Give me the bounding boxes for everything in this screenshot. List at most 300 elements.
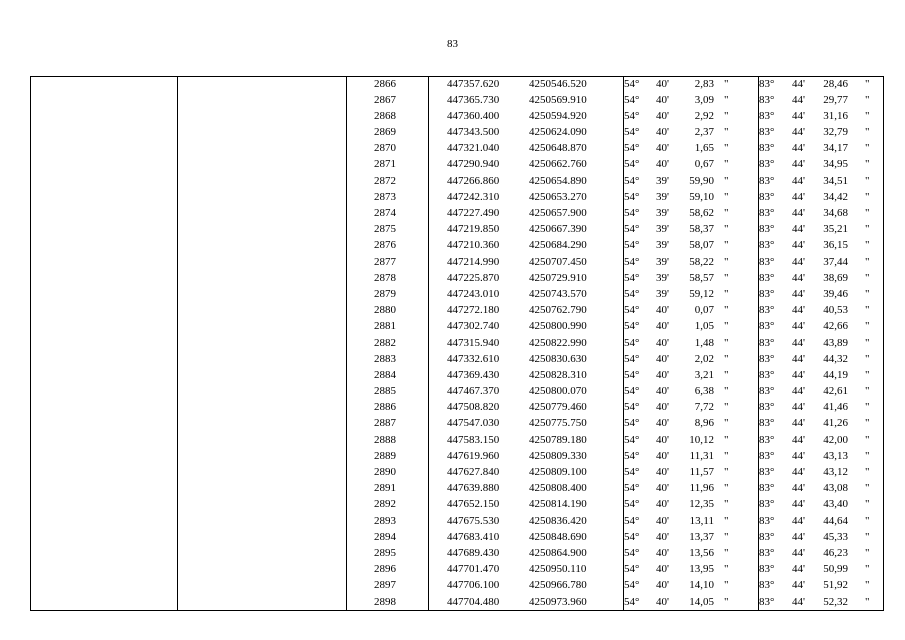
point-number-cell	[347, 465, 429, 481]
point-number-cell	[347, 384, 429, 400]
longitude-degrees: 83°	[759, 255, 775, 268]
empty-cell	[178, 546, 347, 562]
longitude-minutes: 44'	[792, 595, 805, 608]
longitude-cell	[759, 287, 884, 303]
longitude-seconds-mark: "	[865, 207, 870, 219]
latitude-minutes: 40'	[656, 579, 669, 592]
x-coordinate: 447583.150	[447, 433, 500, 446]
y-coordinate-cell	[520, 368, 624, 384]
point-number: 2868	[374, 109, 396, 122]
latitude-seconds: 12,35	[689, 498, 714, 511]
latitude-degrees: 54°	[624, 142, 640, 155]
x-coordinate: 447343.500	[447, 126, 500, 139]
x-coordinate: 447369.430	[447, 368, 500, 381]
longitude-seconds: 37,44	[823, 255, 848, 268]
longitude-cell	[759, 109, 884, 125]
longitude-minutes: 44'	[792, 190, 805, 203]
longitude-minutes: 44'	[792, 352, 805, 365]
y-coordinate-cell	[520, 514, 624, 530]
latitude-seconds: 58,22	[689, 255, 714, 268]
longitude-degrees: 83°	[759, 190, 775, 203]
longitude-seconds-mark: "	[865, 126, 870, 139]
latitude-degrees: 54°	[624, 109, 640, 122]
x-coordinate: 447243.010	[447, 287, 500, 300]
longitude-seconds-mark: "	[865, 530, 870, 543]
point-number: 2893	[374, 514, 396, 527]
longitude-seconds: 43,08	[823, 482, 848, 495]
empty-cell	[178, 77, 347, 93]
y-coordinate-cell	[520, 465, 624, 481]
table-row	[31, 238, 884, 254]
longitude-seconds: 46,23	[823, 546, 848, 559]
longitude-minutes: 44'	[792, 304, 805, 317]
point-number: 2871	[374, 158, 396, 171]
latitude-cell	[624, 157, 759, 173]
y-coordinate-cell	[520, 77, 624, 93]
latitude-seconds: 13,95	[689, 563, 714, 576]
latitude-seconds-mark: "	[724, 239, 729, 252]
x-coordinate-cell	[429, 465, 521, 481]
y-coordinate-cell	[520, 546, 624, 562]
longitude-minutes: 44'	[792, 514, 805, 527]
latitude-seconds: 3,21	[694, 368, 714, 381]
latitude-degrees: 54°	[624, 223, 640, 236]
longitude-degrees: 83°	[759, 352, 775, 365]
latitude-seconds-mark: "	[724, 595, 729, 608]
longitude-seconds: 44,19	[823, 368, 848, 381]
longitude-seconds: 41,46	[823, 401, 848, 414]
empty-cell	[31, 77, 178, 93]
latitude-cell	[624, 77, 759, 93]
empty-cell	[31, 157, 178, 173]
x-coordinate: 447242.310	[447, 190, 500, 203]
longitude-cell	[759, 481, 884, 497]
longitude-seconds-mark: "	[865, 433, 870, 446]
y-coordinate: 4250809.100	[529, 466, 587, 478]
longitude-seconds: 31,16	[823, 109, 848, 122]
empty-cell	[178, 433, 347, 449]
longitude-degrees: 83°	[759, 449, 775, 462]
longitude-cell	[759, 238, 884, 254]
x-coordinate-cell	[429, 319, 521, 335]
table-row	[31, 109, 884, 125]
point-number: 2888	[374, 433, 396, 446]
latitude-cell	[624, 222, 759, 238]
empty-cell	[178, 595, 347, 611]
x-coordinate: 447639.880	[447, 482, 500, 495]
y-coordinate-cell	[520, 190, 624, 206]
x-coordinate: 447683.410	[447, 530, 500, 543]
longitude-seconds-mark: "	[865, 287, 870, 300]
longitude-seconds-mark: "	[865, 385, 870, 398]
latitude-seconds-mark: "	[724, 546, 729, 559]
longitude-cell	[759, 271, 884, 287]
longitude-seconds: 32,79	[823, 126, 848, 139]
empty-cell	[31, 319, 178, 335]
latitude-seconds: 14,10	[689, 579, 714, 592]
latitude-degrees: 54°	[624, 126, 640, 139]
table-row	[31, 271, 884, 287]
latitude-degrees: 54°	[624, 514, 640, 527]
latitude-cell	[624, 578, 759, 594]
y-coordinate: 4250648.870	[529, 142, 587, 155]
longitude-minutes: 44'	[792, 498, 805, 511]
point-number-cell	[347, 319, 429, 335]
x-coordinate: 447357.620	[447, 78, 500, 90]
y-coordinate-cell	[520, 449, 624, 465]
latitude-seconds-mark: "	[724, 563, 729, 576]
longitude-minutes: 44'	[792, 482, 805, 495]
latitude-seconds-mark: "	[724, 320, 729, 333]
longitude-degrees: 83°	[759, 174, 775, 187]
table-row	[31, 530, 884, 546]
table-row	[31, 400, 884, 416]
table-row	[31, 77, 884, 93]
latitude-seconds: 10,12	[689, 433, 714, 446]
point-number-cell	[347, 578, 429, 594]
empty-cell	[178, 157, 347, 173]
longitude-minutes: 44'	[792, 174, 805, 187]
empty-cell	[31, 530, 178, 546]
latitude-seconds: 0,67	[694, 158, 714, 171]
longitude-cell	[759, 384, 884, 400]
longitude-seconds: 42,66	[823, 320, 848, 333]
y-coordinate: 4250830.630	[529, 352, 587, 365]
latitude-degrees: 54°	[624, 158, 640, 171]
longitude-seconds-mark: "	[865, 595, 870, 608]
empty-cell	[31, 93, 178, 109]
empty-cell	[31, 433, 178, 449]
empty-cell	[31, 352, 178, 368]
longitude-seconds-mark: "	[865, 546, 870, 559]
longitude-seconds: 28,46	[823, 78, 848, 90]
point-number: 2882	[374, 336, 396, 349]
empty-cell	[178, 190, 347, 206]
latitude-degrees: 54°	[624, 417, 640, 430]
latitude-minutes: 40'	[656, 546, 669, 559]
longitude-degrees: 83°	[759, 579, 775, 592]
longitude-minutes: 44'	[792, 320, 805, 333]
point-number-cell	[347, 352, 429, 368]
latitude-cell	[624, 303, 759, 319]
longitude-seconds-mark: "	[865, 78, 870, 90]
longitude-degrees: 83°	[759, 385, 775, 398]
point-number: 2878	[374, 271, 396, 284]
empty-cell	[31, 384, 178, 400]
y-coordinate-cell	[520, 497, 624, 513]
empty-cell	[178, 368, 347, 384]
empty-cell	[31, 190, 178, 206]
y-coordinate: 4250743.570	[529, 287, 587, 300]
longitude-seconds: 50,99	[823, 563, 848, 576]
table-row	[31, 497, 884, 513]
point-number: 2879	[374, 287, 396, 300]
latitude-cell	[624, 400, 759, 416]
y-coordinate-cell	[520, 595, 624, 611]
longitude-seconds-mark: "	[865, 579, 870, 592]
point-number: 2884	[374, 368, 396, 381]
y-coordinate: 4250800.990	[529, 320, 587, 333]
longitude-seconds-mark: "	[865, 255, 870, 268]
y-coordinate-cell	[520, 222, 624, 238]
longitude-cell	[759, 595, 884, 611]
latitude-seconds: 1,05	[694, 320, 714, 333]
x-coordinate-cell	[429, 303, 521, 319]
latitude-cell	[624, 287, 759, 303]
latitude-degrees: 54°	[624, 239, 640, 252]
latitude-seconds-mark: "	[724, 287, 729, 300]
x-coordinate: 447365.730	[447, 93, 500, 106]
longitude-seconds-mark: "	[865, 498, 870, 511]
latitude-minutes: 40'	[656, 595, 669, 608]
point-number-cell	[347, 125, 429, 141]
table-row	[31, 416, 884, 432]
latitude-degrees: 54°	[624, 466, 640, 478]
empty-cell	[31, 416, 178, 432]
longitude-seconds-mark: "	[865, 514, 870, 527]
empty-cell	[178, 400, 347, 416]
x-coordinate-cell	[429, 530, 521, 546]
latitude-degrees: 54°	[624, 563, 640, 576]
empty-cell	[31, 206, 178, 222]
empty-cell	[178, 287, 347, 303]
y-coordinate-cell	[520, 141, 624, 157]
y-coordinate-cell	[520, 271, 624, 287]
x-coordinate: 447675.530	[447, 514, 500, 527]
longitude-seconds: 43,12	[823, 466, 848, 478]
latitude-minutes: 39'	[656, 239, 669, 252]
latitude-cell	[624, 271, 759, 287]
x-coordinate-cell	[429, 562, 521, 578]
longitude-seconds-mark: "	[865, 352, 870, 365]
latitude-cell	[624, 546, 759, 562]
longitude-seconds-mark: "	[865, 482, 870, 495]
latitude-minutes: 40'	[656, 126, 669, 139]
y-coordinate: 4250836.420	[529, 514, 587, 527]
longitude-cell	[759, 465, 884, 481]
table-row	[31, 384, 884, 400]
x-coordinate-cell	[429, 77, 521, 93]
latitude-seconds-mark: "	[724, 93, 729, 106]
longitude-cell	[759, 562, 884, 578]
longitude-seconds: 43,13	[823, 449, 848, 462]
longitude-degrees: 83°	[759, 530, 775, 543]
x-coordinate-cell	[429, 336, 521, 352]
point-number-cell	[347, 238, 429, 254]
empty-cell	[178, 497, 347, 513]
point-number-cell	[347, 141, 429, 157]
x-coordinate: 447652.150	[447, 498, 500, 511]
latitude-seconds: 3,09	[694, 93, 714, 106]
point-number: 2889	[374, 449, 396, 462]
point-number: 2896	[374, 563, 396, 576]
empty-cell	[31, 336, 178, 352]
longitude-minutes: 44'	[792, 126, 805, 139]
table-row	[31, 433, 884, 449]
point-number: 2875	[374, 223, 396, 236]
latitude-cell	[624, 497, 759, 513]
empty-cell	[178, 303, 347, 319]
y-coordinate: 4250775.750	[529, 417, 587, 430]
point-number: 2869	[374, 126, 396, 139]
longitude-seconds: 34,42	[823, 190, 848, 203]
empty-cell	[31, 125, 178, 141]
y-coordinate-cell	[520, 433, 624, 449]
longitude-degrees: 83°	[759, 466, 775, 478]
table-row	[31, 319, 884, 335]
x-coordinate-cell	[429, 546, 521, 562]
longitude-minutes: 44'	[792, 530, 805, 543]
longitude-degrees: 83°	[759, 287, 775, 300]
x-coordinate-cell	[429, 271, 521, 287]
x-coordinate-cell	[429, 141, 521, 157]
longitude-cell	[759, 449, 884, 465]
y-coordinate: 4250684.290	[529, 239, 587, 252]
empty-cell	[178, 352, 347, 368]
latitude-minutes: 40'	[656, 142, 669, 155]
empty-cell	[31, 287, 178, 303]
latitude-seconds: 6,38	[694, 385, 714, 398]
empty-cell	[178, 93, 347, 109]
point-number-cell	[347, 416, 429, 432]
empty-cell	[31, 481, 178, 497]
latitude-degrees: 54°	[624, 385, 640, 398]
y-coordinate-cell	[520, 384, 624, 400]
point-number: 2895	[374, 546, 396, 559]
x-coordinate: 447214.990	[447, 255, 500, 268]
table-row	[31, 514, 884, 530]
latitude-cell	[624, 368, 759, 384]
y-coordinate-cell	[520, 238, 624, 254]
empty-cell	[31, 255, 178, 271]
longitude-cell	[759, 157, 884, 173]
longitude-seconds-mark: "	[865, 417, 870, 430]
table-row	[31, 303, 884, 319]
latitude-seconds: 13,11	[689, 514, 714, 527]
empty-cell	[31, 238, 178, 254]
empty-cell	[31, 368, 178, 384]
longitude-minutes: 44'	[792, 546, 805, 559]
longitude-degrees: 83°	[759, 126, 775, 139]
x-coordinate-cell	[429, 514, 521, 530]
point-number-cell	[347, 93, 429, 109]
empty-cell	[31, 497, 178, 513]
x-coordinate-cell	[429, 400, 521, 416]
empty-cell	[31, 546, 178, 562]
empty-cell	[31, 141, 178, 157]
longitude-cell	[759, 530, 884, 546]
latitude-seconds: 8,96	[694, 417, 714, 430]
longitude-cell	[759, 255, 884, 271]
latitude-cell	[624, 319, 759, 335]
latitude-cell	[624, 174, 759, 190]
longitude-seconds: 44,32	[823, 352, 848, 365]
point-number: 2873	[374, 190, 396, 203]
longitude-seconds: 34,51	[823, 174, 848, 187]
longitude-seconds-mark: "	[865, 142, 870, 155]
point-number-cell	[347, 77, 429, 93]
y-coordinate-cell	[520, 416, 624, 432]
y-coordinate: 4250707.450	[529, 255, 587, 268]
empty-cell	[178, 174, 347, 190]
longitude-seconds: 43,89	[823, 336, 848, 349]
latitude-minutes: 40'	[656, 498, 669, 511]
coordinates-table	[30, 76, 884, 611]
latitude-degrees: 54°	[624, 433, 640, 446]
longitude-seconds: 51,92	[823, 579, 848, 592]
y-coordinate: 4250966.780	[529, 579, 587, 592]
latitude-minutes: 40'	[656, 352, 669, 365]
longitude-seconds-mark: "	[865, 158, 870, 171]
latitude-seconds: 2,92	[694, 109, 714, 122]
y-coordinate: 4250828.310	[529, 368, 587, 381]
y-coordinate: 4250814.190	[529, 498, 587, 511]
latitude-seconds: 11,57	[689, 466, 714, 478]
latitude-seconds-mark: "	[724, 174, 729, 187]
page-number: 83	[447, 38, 458, 50]
longitude-seconds: 40,53	[823, 304, 848, 317]
latitude-seconds: 14,05	[689, 595, 714, 608]
longitude-degrees: 83°	[759, 304, 775, 317]
latitude-degrees: 54°	[624, 368, 640, 381]
longitude-cell	[759, 93, 884, 109]
latitude-minutes: 40'	[656, 336, 669, 349]
longitude-degrees: 83°	[759, 482, 775, 495]
empty-cell	[178, 562, 347, 578]
longitude-seconds-mark: "	[865, 271, 870, 284]
longitude-seconds-mark: "	[865, 174, 870, 187]
longitude-minutes: 44'	[792, 466, 805, 478]
point-number-cell	[347, 157, 429, 173]
point-number-cell	[347, 497, 429, 513]
latitude-cell	[624, 109, 759, 125]
latitude-cell	[624, 255, 759, 271]
empty-cell	[178, 255, 347, 271]
latitude-seconds-mark: "	[724, 304, 729, 317]
latitude-degrees: 54°	[624, 449, 640, 462]
y-coordinate-cell	[520, 562, 624, 578]
latitude-seconds-mark: "	[724, 126, 729, 139]
empty-cell	[178, 141, 347, 157]
longitude-minutes: 44'	[792, 223, 805, 236]
latitude-seconds-mark: "	[724, 466, 729, 478]
latitude-cell	[624, 206, 759, 222]
point-number: 2866	[374, 78, 396, 90]
x-coordinate: 447627.840	[447, 466, 500, 478]
point-number-cell	[347, 109, 429, 125]
latitude-degrees: 54°	[624, 546, 640, 559]
empty-cell	[178, 336, 347, 352]
point-number: 2874	[374, 207, 396, 219]
longitude-degrees: 83°	[759, 563, 775, 576]
longitude-cell	[759, 303, 884, 319]
point-number-cell	[347, 481, 429, 497]
latitude-degrees: 54°	[624, 271, 640, 284]
point-number: 2872	[374, 174, 396, 187]
y-coordinate: 4250973.960	[529, 595, 587, 608]
latitude-minutes: 40'	[656, 563, 669, 576]
latitude-seconds: 0,07	[694, 304, 714, 317]
longitude-cell	[759, 433, 884, 449]
table-row	[31, 368, 884, 384]
point-number: 2883	[374, 352, 396, 365]
latitude-minutes: 40'	[656, 433, 669, 446]
empty-cell	[178, 578, 347, 594]
latitude-minutes: 40'	[656, 482, 669, 495]
latitude-cell	[624, 384, 759, 400]
longitude-cell	[759, 400, 884, 416]
x-coordinate: 447332.610	[447, 352, 500, 365]
